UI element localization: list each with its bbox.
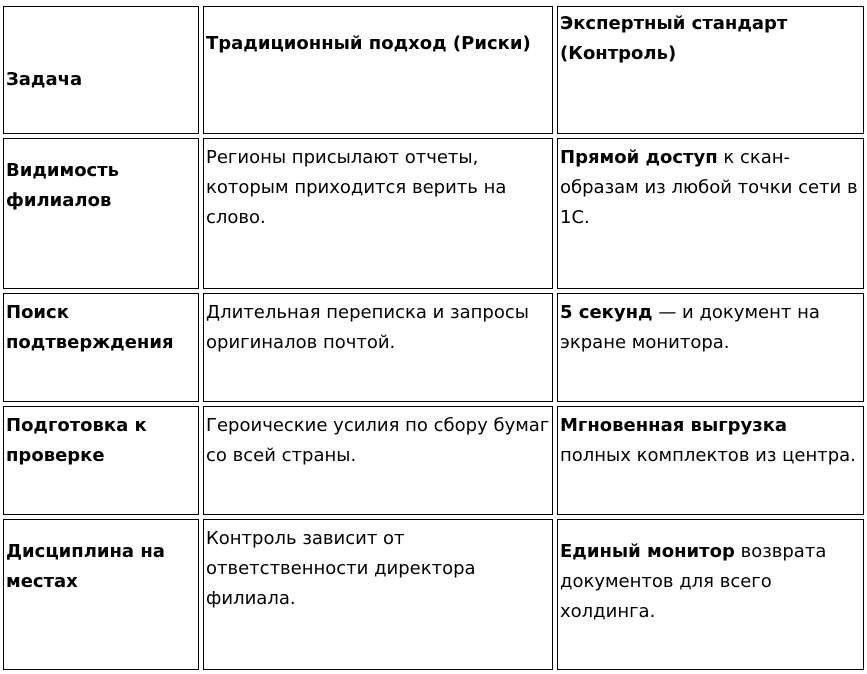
expert-highlight: Прямой доступ bbox=[560, 147, 718, 168]
traditional-text: Контроль зависит от ответственности директора филиала. bbox=[206, 528, 476, 609]
expert-text: полных комплектов из центра. bbox=[560, 445, 856, 466]
traditional-cell bbox=[203, 406, 553, 515]
traditional-cell bbox=[203, 519, 553, 670]
task-label: Поиск подтверждения bbox=[6, 302, 174, 353]
traditional-text: Длительная переписка и запросы оригиналов почтой. bbox=[206, 302, 529, 353]
traditional-text: Регионы присылают отчеты, которым приходится верить на слово. bbox=[206, 147, 507, 228]
table-row bbox=[3, 406, 864, 515]
task-label: Подготовка к проверке bbox=[6, 415, 147, 466]
table-row bbox=[3, 519, 864, 670]
traditional-text: Героические усилия по сбору бумаг со всей страны. bbox=[206, 415, 550, 466]
header-traditional-label: Традиционный подход (Риски) bbox=[206, 33, 531, 54]
expert-highlight: Единый монитор bbox=[560, 541, 735, 562]
task-cell bbox=[3, 406, 199, 515]
expert-text: — и документ на экране монитора. bbox=[560, 302, 820, 353]
expert-cell bbox=[557, 406, 864, 515]
expert-highlight: 5 секунд bbox=[560, 302, 653, 323]
comparison-table bbox=[0, 2, 867, 674]
header-task bbox=[3, 6, 199, 134]
task-label: Дисциплина на местах bbox=[6, 541, 165, 592]
expert-highlight: Мгновенная выгрузка bbox=[560, 415, 788, 436]
table-row bbox=[3, 293, 864, 402]
header-task-label: Задача bbox=[6, 69, 83, 90]
header-expert bbox=[557, 6, 864, 134]
task-cell bbox=[3, 519, 199, 670]
expert-cell bbox=[557, 519, 864, 670]
expert-text: к скан-образам из любой точки сети в 1С. bbox=[560, 147, 858, 228]
traditional-cell bbox=[203, 138, 553, 289]
traditional-cell bbox=[203, 293, 553, 402]
expert-cell bbox=[557, 138, 864, 289]
task-cell bbox=[3, 138, 199, 289]
expert-text: возврата документов для всего холдинга. bbox=[560, 541, 827, 622]
header-traditional bbox=[203, 6, 553, 134]
header-expert-label: Экспертный стандарт (Контроль) bbox=[560, 13, 788, 64]
task-cell bbox=[3, 293, 199, 402]
task-label: Видимость филиалов bbox=[6, 160, 120, 211]
table-row bbox=[3, 138, 864, 289]
expert-cell bbox=[557, 293, 864, 402]
header-row bbox=[3, 6, 864, 134]
